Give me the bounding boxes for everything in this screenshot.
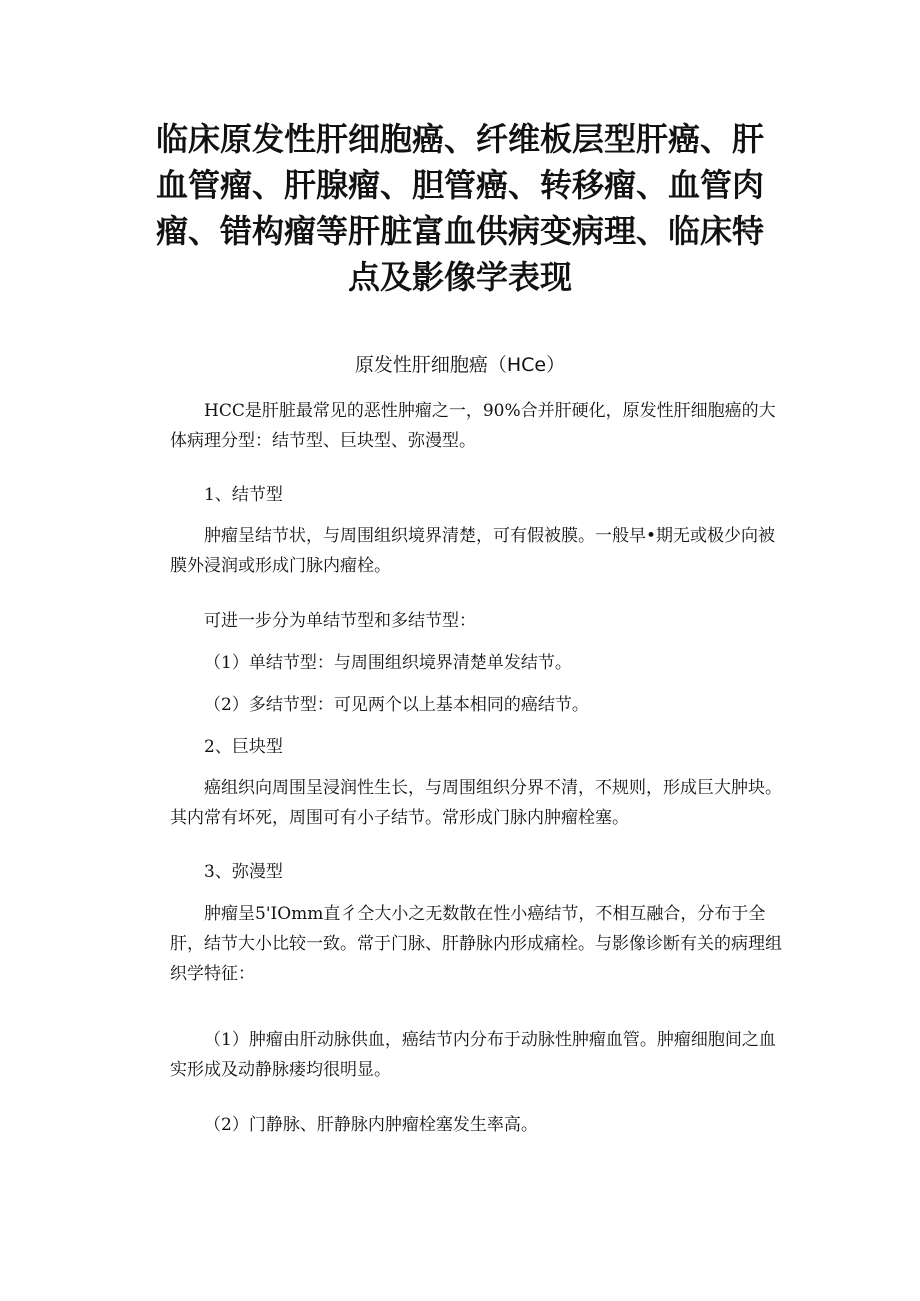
paragraph-subtypes: 可进一步分为单结节型和多结节型： [204,611,476,631]
paragraph-diffuse-type: 肿瘤呈5'IOmm直彳仝大小之无数散在性小癌结节，不相互融合，分布于全肝，结节大小比较一致。常于门脉、肝静脉内形成痛栓。与影像诊断有关的病理组织学特征： [170,904,782,984]
heading-nodular-type: 1、结节型 [204,485,283,505]
item-arterial-supply: （1）肿瘤由肝动脉供血，癌结节内分布于动脉性肿瘤血管。肿瘤细胞间之血实形成及动静脉瘘均很明显。 [170,1030,776,1080]
document-title: 临床原发性肝细胞癌、纤维板层型肝癌、肝血管瘤、肝腺瘤、胆管癌、转移瘤、血管肉瘤、错构瘤等肝脏富血供病变病理、临床特点及影像学表现 [155,120,764,296]
paragraph-massive-type: 癌组织向周围呈浸润性生长，与周围组织分界不清，不规则，形成巨大肿块。其内常有坏死，周围可有小子结节。常形成门脉内肿瘤栓塞。 [170,778,782,828]
item-venous-thrombus: （2）门静脉、肝静脉内肿瘤栓塞发生率高。 [204,1115,538,1135]
heading-massive-type: 2、巨块型 [204,737,283,757]
section-title: 原发性肝细胞癌（HCe） [354,354,566,376]
item-multiple-nodules: （2）多结节型：可见两个以上基本相同的癌结节。 [204,695,589,715]
paragraph-nodular-type: 肿瘤呈结节状，与周围组织境界清楚，可有假被膜。一般早•期无或极少向被膜外浸润或形成门脉内瘤栓。 [170,526,776,576]
heading-diffuse-type: 3、弥漫型 [204,862,283,882]
item-single-nodule: （1）单结节型：与周围组织境界清楚单发结节。 [204,653,572,673]
paragraph-intro: HCC是肝脏最常见的恶性肿瘤之一，90%合并肝硬化，原发性肝细胞癌的大体病理分型：结节型、巨块型、弥漫型。 [170,401,776,451]
